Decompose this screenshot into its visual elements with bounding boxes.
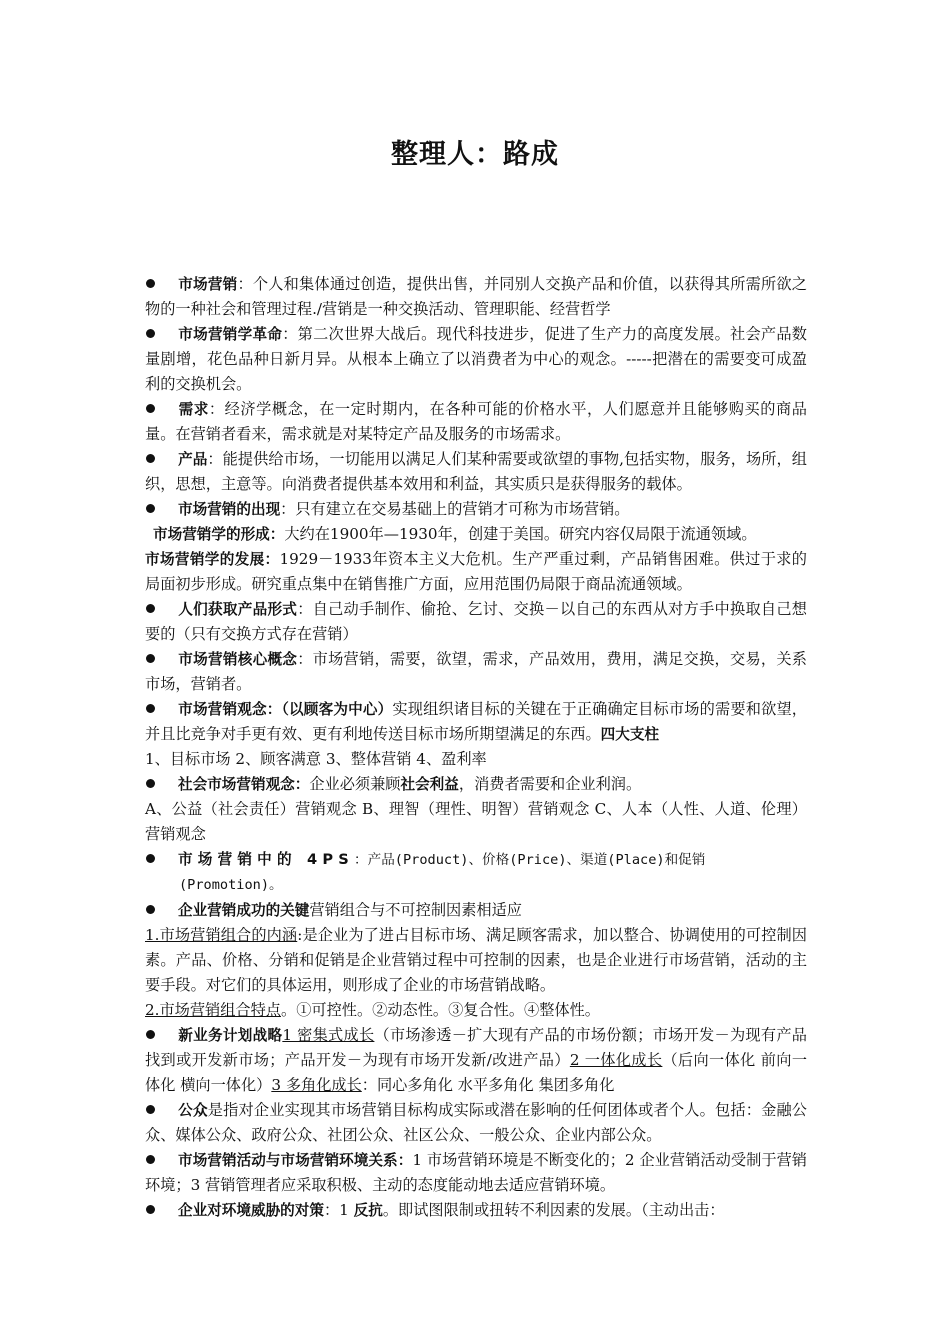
term-label: 社会市场营销观念： (178, 776, 310, 793)
term-label: 市场营销 (178, 276, 238, 293)
bullet-icon (146, 779, 155, 788)
bullet-icon (146, 454, 155, 463)
term-label: 市场营销的出现 (178, 501, 281, 518)
section-heading: 2.市场营销组合特点 (145, 1001, 281, 1019)
term-text: ：经济学概念，在一定时期内，在各种可能的价格水平，人们愿意并且能够购买的商品量。在营销者看来，需求就是对某特定产品及服务的市场需求。 (145, 400, 807, 443)
term-label: 市场营销学的发展： (145, 551, 280, 568)
bullet-icon (146, 279, 155, 288)
list-item (145, 1198, 807, 1223)
paragraph: 1、目标市场 2、顾客满意 3、整体营销 4、盈利率 (145, 750, 487, 768)
list-item (145, 697, 807, 747)
term-text: :是企业为了进占目标市场、满足顾客需求，加以整合、协调使用的可控制因素。产品、价格、分销和促销是企业营销过程中可控制的因素，也是企业进行市场营销，活动的主要手段。对它们的具体运用，则形成了企业的市场营销战略。 (145, 926, 807, 994)
term-text: ：只有建立在交易基础上的营销才可称为市场营销。 (280, 500, 630, 518)
page-title: 整理人：路成 (391, 139, 559, 170)
term-text: 是指对企业实现其市场营销目标构成实际或潜在影响的任何团体或者个人。包括：金融公众、媒体公众、政府公众、社团公众、社区公众、一般公众、企业内部公众。 (145, 1101, 807, 1144)
term-text: 企业必须兼顾 (309, 775, 401, 793)
term-text: （后向一体化 前向一体化 横向一体化） (145, 1051, 808, 1094)
list-item (145, 397, 807, 447)
list-item (145, 597, 807, 647)
list-item (145, 1023, 807, 1098)
term-text: ：市场营销，需要，欲望，需求，产品效用，费用，满足交换，交易，关系市场，营销者。 (145, 650, 807, 693)
strategy-heading: 1 密集式成长 (282, 1026, 375, 1044)
bullet-icon (146, 1205, 155, 1214)
bullet-icon (146, 404, 155, 413)
term-emphasis: 四大支柱 (600, 726, 660, 743)
paragraph: A、公益（社会责任）营销观念 B、理智（理性、明智）营销观念 C、人本（人性、人道、伦理）营销观念 (145, 800, 807, 843)
strategy-heading: 2 一体化成长 (569, 1051, 663, 1069)
paragraph (145, 923, 807, 998)
bullet-icon (146, 604, 155, 613)
list-item (145, 647, 807, 697)
list-item (145, 1098, 807, 1148)
paragraph (145, 522, 807, 547)
term-emphasis: 社会利益 (400, 776, 459, 793)
list-item (145, 272, 807, 322)
paragraph (145, 998, 807, 1023)
term-text: ：同心多角化 水平多角化 集团多角化 (361, 1076, 615, 1094)
term-label: 企业营销成功的关键 (178, 902, 310, 919)
term-label: 市场营销活动与市场营销环境关系： (178, 1152, 413, 1169)
term-text: ：自己动手制作、偷抢、乞讨、交换－以自己的东西从对方手中换取自己想要的（只有交换方式存在营销） (145, 600, 807, 643)
term-text: （市场渗透－扩大现有产品的市场份额；市场开发－为现有产品找到或开发新市场；产品开发－为现有市场开发新/改进产品） (145, 1026, 807, 1069)
list-item (145, 447, 807, 497)
strategy-heading: 3 多角化成长 (271, 1076, 362, 1094)
term-text: 。即试图限制或扭转不利因素的发展。（主动出击： (382, 1201, 725, 1219)
bullet-icon (146, 654, 155, 663)
term-text: ，消费者需要和企业利润。 (458, 775, 642, 793)
term-text: 大约在1900年—1930年，创建于美国。研究内容仅局限于流通领域。 (284, 525, 757, 543)
list-item (145, 322, 807, 397)
term-emphasis: 反抗 (353, 1202, 383, 1219)
term-label: 新业务计划战略 (178, 1027, 283, 1044)
paragraph (145, 547, 807, 597)
bullet-icon (146, 905, 155, 914)
term-label: 需求 (178, 401, 209, 418)
term-text: 营销组合与不可控制因素相适应 (309, 901, 522, 919)
term-text: ：第二次世界大战后。现代科技进步，促进了生产力的高度发展。社会产品数量剧增，花色品种日新月异。从根本上确立了以消费者为中心的观念。-----把潜在的需要变可成盈利的交换机会。 (145, 325, 807, 393)
term-label: 市场营销学革命 (178, 326, 283, 343)
term-text: ：能提供给市场，一切能用以满足人们某种需要或欲望的事物,包括实物，服务，场所，组织，思想，主意等。向消费者提供基本效用和利益，其实质只是获得服务的载体。 (145, 450, 807, 493)
term-label: 市场营销学的形成： (153, 526, 285, 543)
term-text: 1 市场营销环境是不断变化的；2 企业营销活动受制于营销环境；3 营销管理者应采取积极、主动的态度能动地去适应营销环境。 (145, 1151, 807, 1194)
term-text: ：产品(Product)、价格(Price)、渠道(Place)和促销 (354, 852, 706, 868)
term-label: 市场营销观念： (178, 701, 282, 718)
list-item (145, 1148, 807, 1198)
term-label: 公众 (178, 1102, 208, 1119)
term-text: ：个人和集体通过创造，提供出售，并同别人交换产品和价值，以获得其所需所欲之物的一种社会和管理过程./营销是一种交换活动、管理职能、经营哲学 (145, 275, 807, 318)
term-text: 1929－1933年资本主义大危机。生产严重过剩，产品销售困难。供过于求的局面初步形成。研究重点集中在销售推广方面，应用范围仍局限于商品流通领域。 (145, 550, 807, 593)
term-emphasis: （以顾客为中心） (281, 701, 393, 718)
bullet-icon (146, 854, 155, 863)
list-item (145, 898, 807, 923)
list-item (145, 772, 807, 797)
term-label: 市场营销核心概念 (178, 651, 298, 668)
document-body (145, 272, 807, 1223)
bullet-icon (146, 1030, 155, 1039)
term-label: 产品 (178, 451, 208, 468)
list-item-continuation: (Promotion)。 (179, 877, 283, 893)
term-text: 。①可控性。②动态性。③复合性。④整体性。 (281, 1001, 600, 1019)
bullet-icon (146, 329, 155, 338)
bullet-icon (146, 504, 155, 513)
bullet-icon (146, 704, 155, 713)
term-label: 企业对环境威胁的对策 (178, 1202, 324, 1219)
section-heading: 1.市场营销组合的内涵 (145, 926, 298, 944)
list-item (145, 847, 807, 873)
term-text: 实现组织诸目标的关键在于正确确定目标市场的需要和欲望，并且比竞争对手更有效、更有利地传送目标市场所期望满足的东西。 (145, 700, 807, 743)
term-text: ：1 (323, 1201, 354, 1219)
bullet-icon (146, 1105, 155, 1114)
bullet-icon (146, 1155, 155, 1164)
term-label: 人们获取产品形式 (178, 601, 298, 618)
list-item (145, 497, 807, 522)
term-label: 市场营销中的 4PS (178, 851, 355, 868)
